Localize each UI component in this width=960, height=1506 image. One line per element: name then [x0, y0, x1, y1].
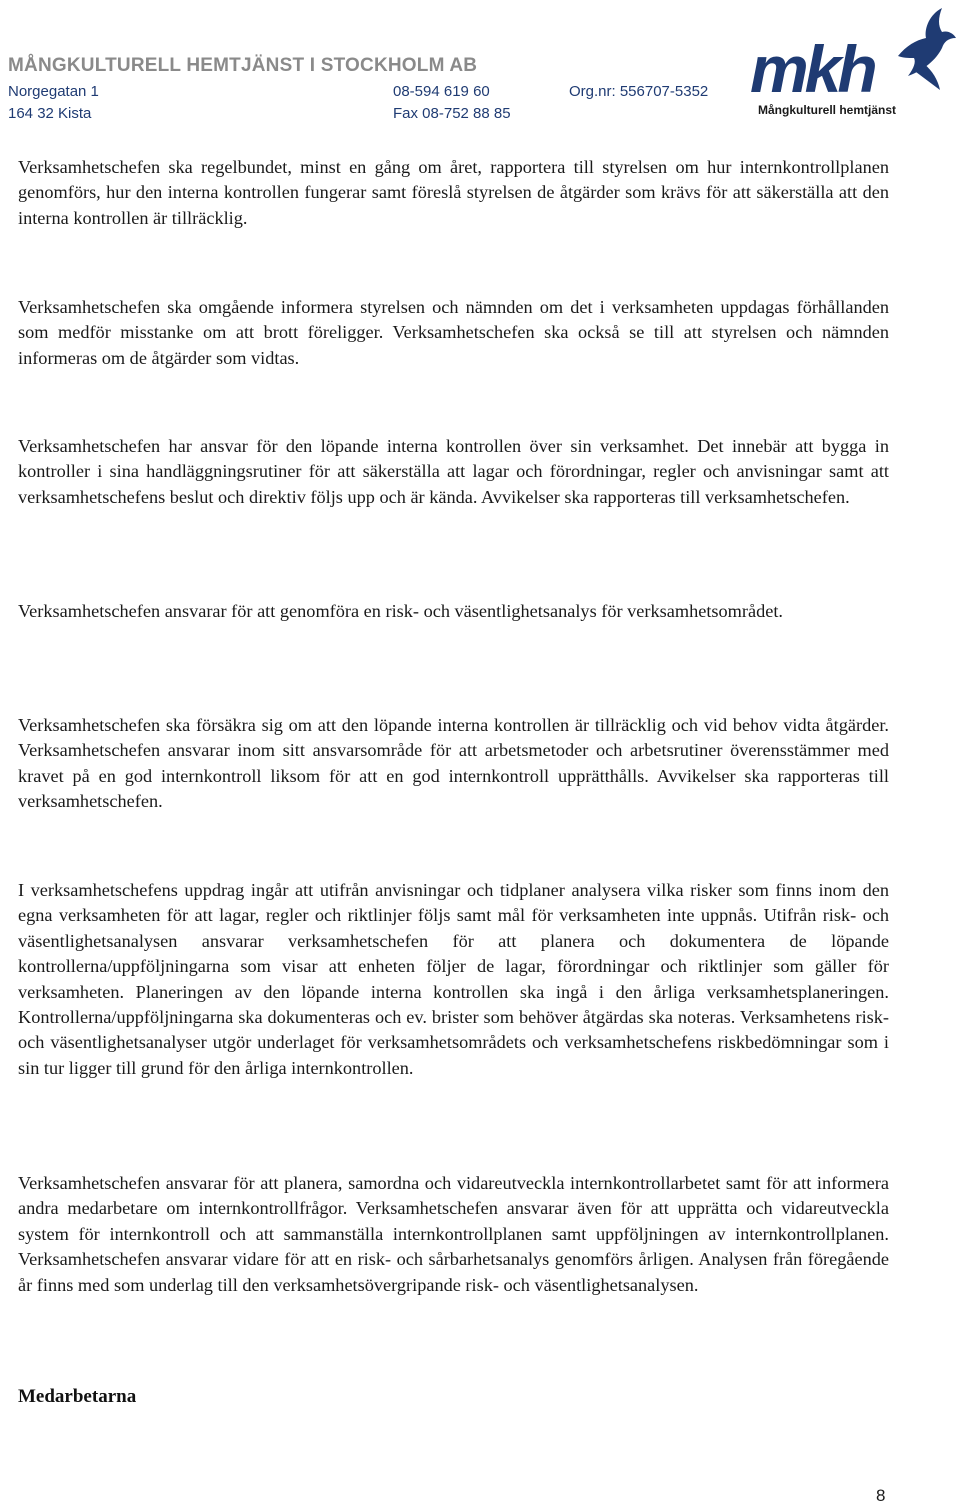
organization-name: MÅNGKULTURELL HEMTJÄNST I STOCKHOLM AB [8, 55, 478, 76]
dove-icon [898, 8, 956, 90]
paragraph: Verksamhetschefen ska omgående informera styrelsen och nämnden om det i verksamheten uppdagas förhållanden som medför misstanke om att brott föreligger. Verksamhetschefen ska också se till att styrelsen och nämnden informeras om de åtgärder som vidtas. [18, 297, 889, 368]
logo-subtitle: Mångkulturell hemtjänst [757, 103, 897, 117]
paragraph: Verksamhetschefen har ansvar för den löpande interna kontrollen över sin verksamhet. Det innebär att bygga in kontroller i sina handläggningsrutiner för att säkerställa att lagar och förordningar, regler och anvisningar samt att verksamhetschefens beslut och direktiv följs upp och är kända. Avvikelser ska rapporteras till verksamhetschefen. [18, 436, 889, 507]
phone-number: 08-594 619 60 [393, 83, 490, 100]
paragraph: Verksamhetschefen ska försäkra sig om att den löpande interna kontrollen är tillräcklig och vid behov vidta åtgärder. Verksamhetschefen ansvarar inom sitt ansvarsområde för att arbetsmetoder och arbetsrutiner överensstämmer med kravet på en god internkontroll liksom för att en god internkontroll upprätthålls. Avvikelser ska rapporteras till verksamhetschefen. [18, 715, 889, 812]
paragraph: Verksamhetschefen ska regelbundet, minst en gång om året, rapportera till styrelsen om hur internkontrollplanen genomförs, hur den interna kontrollen fungerar samt föreslå styrelsen de åtgärder som krävs för att säkerställa att den interna kontrollen är tillräcklig. [18, 157, 889, 228]
letterhead [0, 0, 960, 130]
fax-number: Fax 08-752 88 85 [393, 105, 511, 122]
postal-address: 164 32 Kista [8, 105, 92, 122]
section-heading: Medarbetarna [18, 1386, 137, 1407]
page-number: 8 [876, 1486, 886, 1505]
street-address: Norgegatan 1 [8, 83, 99, 100]
paragraph: Verksamhetschefen ansvarar för att planera, samordna och vidareutveckla internkontrollarbetet samt för att informera andra medarbetare om internkontrollfrågor. Verksamhetschefen ansvarar även för att upprätta och vidareutveckla system för internkontroll och att sammanställa internkontrollplanen samt uppföljningen av internkontrollplanen. Verksamhetschefen ansvarar vidare för att en risk- och sårbarhetsanalys genomförs årligen. Analysen från föregående år finns med som underlag till den verksamhetsövergripande risk- och väsentlighetsanalysen. [18, 1173, 889, 1295]
paragraph: Verksamhetschefen ansvarar för att genomföra en risk- och väsentlighetsanalys för verksamhetsområdet. [18, 601, 783, 621]
paragraph: I verksamhetschefens uppdrag ingår att utifrån anvisningar och tidplaner analysera vilka risker som finns inom den egna verksamheten för att lagar, regler och riktlinjer följs samt mål för verksamheten inte uppnås. Utifrån risk- och väsentlighetsanalysen ansvarar verksamhetschefen för att planera och dokumentera de löpande kontrollerna/uppföljningarna som visar att enheten följer de lagar, förordningar och riktlinjer som gäller för verksamheten. Planeringen av den löpande interna kontrollen ska ingå i den årliga verksamhetsplaneringen. Kontrollerna/uppföljningarna ska dokumenteras och ev. brister som behöver åtgärdas ska noteras. Verksamhetens risk- och väsentlighetsanalyser utgör underlaget för verksamhetsområdets och verksamhetschefens riskbedömningar som i sin tur ligger till grund för den årliga internkontrollen. [18, 880, 889, 1078]
organization-number: Org.nr: 556707-5352 [569, 83, 709, 100]
svg-text:mkh: mkh [750, 32, 874, 106]
